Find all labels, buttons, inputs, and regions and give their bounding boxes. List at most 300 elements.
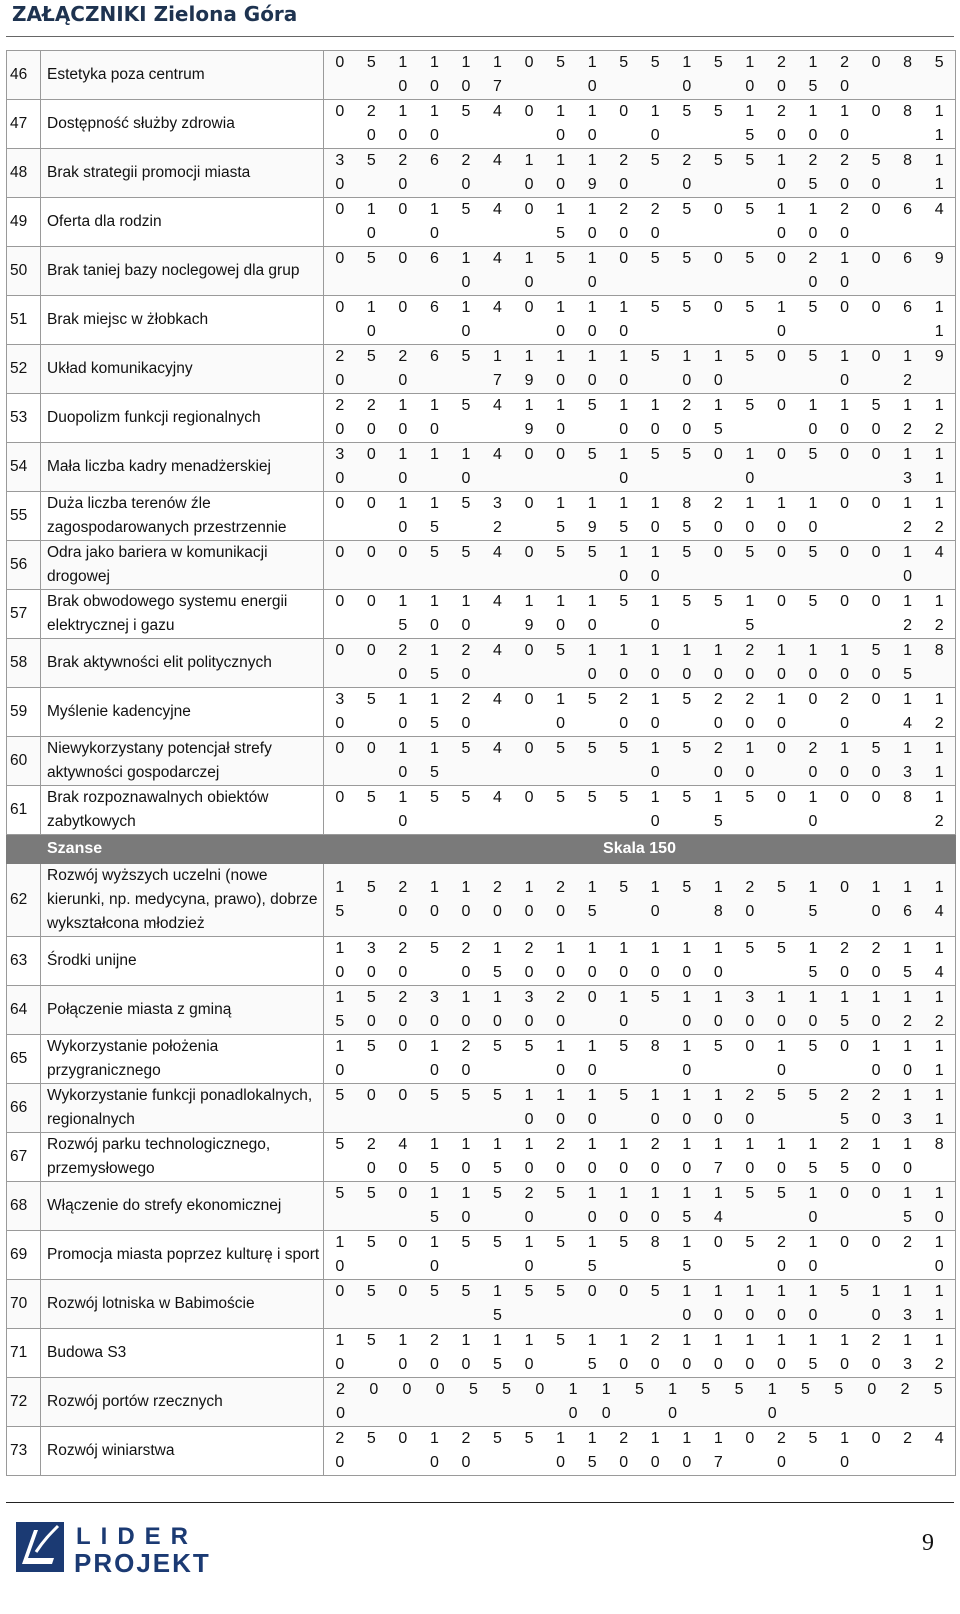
row-values [324,100,956,149]
score-cell: 6 [903,299,913,316]
score-cell: 1 0 [668,1381,678,1422]
score-cell: 0 [335,201,345,218]
section-row-group [7,835,956,864]
score-cell: 1 5 [587,879,597,920]
row-values [324,1231,956,1280]
row-label: Brak taniej bazy noclegowej dla grup [41,247,324,296]
score-cell: 1 0 [556,299,566,340]
score-cell: 1 0 [650,495,660,536]
score-cell: 1 5 [808,940,818,981]
score-cell: 2 0 [776,54,786,95]
score-cell: 0 [398,1283,408,1300]
score-cell: 1 0 [871,1038,881,1079]
score-cell: 1 5 [808,879,818,920]
score-cell: 5 [366,348,376,365]
table-row [7,786,956,835]
table-row [7,296,956,345]
score-cell: 1 1 [934,1283,944,1324]
score-cell: 2 0 [745,879,755,920]
score-cell: 1 5 [335,989,345,1030]
score-cell: 1 2 [934,397,944,438]
row-label: Układ komunikacyjny [41,345,324,394]
score-cell: 1 0 [556,1087,566,1128]
score-cell: 5 [776,940,786,957]
score-cell: 1 0 [745,1332,755,1373]
score-cell: 2 0 [619,691,629,732]
score-cell: 4 [493,152,502,169]
score-cell: 5 [619,1087,629,1104]
score-cell: 5 [461,397,471,414]
score-cell: 3 0 [745,989,755,1030]
score-cell: 1 0 [556,103,566,144]
score-cell: 2 [903,1430,913,1447]
score-cell: 1 0 [429,1038,439,1079]
score-cell: 1 0 [745,1136,755,1177]
score-cell: 1 0 [650,642,660,683]
score-cell: 1 7 [713,1136,723,1177]
score-cell: 2 0 [398,348,408,389]
score-cell: 1 0 [808,1283,818,1324]
score-cell: 1 8 [713,879,723,920]
score-cell: 5 [682,740,692,757]
score-cell: 4 [493,397,502,414]
score-cell: 1 3 [903,1283,913,1324]
score-cell: 0 [335,642,345,659]
score-cell: 4 [493,103,502,120]
score-cell: 5 [713,1038,723,1055]
score-cell: 0 [871,1185,881,1202]
score-cell: 5 [366,1038,376,1055]
score-cell: 0 [524,740,534,757]
score-cell: 2 0 [619,1430,629,1471]
score-cell: 0 [871,54,881,71]
score-cell: 5 [682,544,692,561]
score-cell: 5 [461,1234,471,1251]
score-cell: 1 3 [903,1332,913,1373]
score-cell: 1 5 [429,740,439,781]
score-cell: 8 [903,789,913,806]
score-cell: 1 0 [903,1136,913,1177]
score-cell: 1 0 [650,1430,660,1471]
row-number: 68 [7,1182,41,1231]
score-cell: 5 [800,1381,810,1398]
score-cell: 1 0 [808,1185,818,1226]
score-cell: 1 7 [493,348,502,389]
score-cell: 1 5 [713,789,723,830]
score-cell: 1 0 [776,642,786,683]
table-row [7,1378,956,1427]
score-cell: 1 9 [524,397,534,438]
score-cell: 6 [429,250,439,267]
score-cell: 5 [619,1234,629,1251]
row-label: Rozwój parku technologicznego, przemysłowego [41,1133,324,1182]
score-cell: 1 0 [461,989,471,1030]
row-label: Środki unijne [41,937,324,986]
score-cell: 1 0 [398,1332,408,1373]
row-number: 58 [7,639,41,688]
score-cell: 1 0 [429,54,439,95]
table-row [7,541,956,590]
score-cell: 1 5 [429,495,439,536]
score-cell: 8 [934,642,944,659]
score-cell: 0 [435,1381,445,1398]
score-cell: 1 0 [335,1038,345,1079]
score-cell: 0 [745,1430,755,1447]
score-cell: 4 [493,446,502,463]
table-row [7,937,956,986]
score-cell: 5 [713,54,723,71]
score-cell: 5 [745,348,755,365]
score-cell: 5 [734,1381,744,1398]
score-cell: 1 5 [808,1136,818,1177]
score-cell: 4 [493,789,502,806]
score-cell: 0 [335,54,345,71]
score-cell: 1 0 [461,299,471,340]
score-cell: 0 [840,879,849,896]
score-cell: 1 0 [840,1332,849,1373]
score-cell: 4 [493,250,502,267]
score-cell: 1 0 [840,103,849,144]
score-cell: 1 0 [650,103,660,144]
score-cell: 2 0 [335,1430,345,1471]
score-cell: 9 [934,348,944,365]
score-cell: 5 [682,103,692,120]
score-cell: 5 [713,103,723,120]
row-number: 47 [7,100,41,149]
score-cell: 1 0 [745,446,755,487]
score-cell: 2 0 [556,1136,566,1177]
score-cell: 6 [903,250,913,267]
score-cell: 1 0 [524,250,534,291]
score-cell: 5 [429,1087,439,1104]
score-cell: 5 [713,593,723,610]
score-cell: 0 [840,1234,849,1251]
row-values [324,639,956,688]
score-cell: 1 0 [745,495,755,536]
score-cell: 0 [776,593,786,610]
score-cell: 2 0 [398,940,408,981]
score-cell: 1 0 [776,1332,786,1373]
row-label: Budowa S3 [41,1329,324,1378]
score-cell: 5 [933,1381,943,1398]
score-cell: 1 5 [556,201,566,242]
row-number: 51 [7,296,41,345]
score-cell: 0 [524,544,534,561]
score-cell: 0 [369,1381,379,1398]
score-cell: 3 0 [335,152,345,193]
table-row [7,1133,956,1182]
score-cell: 1 0 [682,1087,692,1128]
score-cell: 1 0 [524,1332,534,1373]
score-cell: 1 0 [619,446,629,487]
score-cell: 2 0 [713,691,723,732]
row-label: Włączenie do strefy ekonomicznej [41,1182,324,1231]
row-number: 52 [7,345,41,394]
score-cell: 1 0 [619,1185,629,1226]
score-cell: 1 5 [587,1332,597,1373]
score-cell: 0 [840,593,849,610]
score-cell: 1 5 [429,691,439,732]
score-cell: 1 0 [776,691,786,732]
score-cell: 1 5 [840,989,849,1030]
score-cell: 0 [524,446,534,463]
table-row [7,247,956,296]
score-cell: 1 0 [903,1038,913,1079]
score-cell: 0 [713,1234,723,1251]
scores-table [6,50,956,1476]
score-cell: 0 [776,740,786,757]
row-values [324,786,956,835]
score-cell: 5 [587,544,597,561]
score-cell: 1 5 [429,1185,439,1226]
row-label: Rozwój lotniska w Babimoście [41,1280,324,1329]
score-cell: 2 5 [808,152,818,193]
score-cell: 1 0 [776,1136,786,1177]
score-cell: 5 [468,1381,478,1398]
score-cell: 1 0 [587,54,597,95]
score-cell: 0 [398,1087,408,1104]
row-values [324,1133,956,1182]
score-cell: 0 [776,789,786,806]
score-cell: 1 0 [713,1087,723,1128]
row-label: Brak miejsc w żłobkach [41,296,324,345]
row-label: Wykorzystanie funkcji ponadlokalnych, regionalnych [41,1084,324,1133]
row-label: Brak obwodowego systemu energii elektrycznej i gazu [41,590,324,639]
score-cell: 1 0 [650,593,660,634]
score-cell: 1 0 [587,299,597,340]
row-number: 66 [7,1084,41,1133]
score-cell: 5 [808,348,818,365]
score-cell: 5 [745,544,755,561]
score-cell: 1 0 [619,397,629,438]
score-cell: 0 [524,299,534,316]
score-cell: 1 0 [556,1038,566,1079]
score-cell: 2 0 [493,879,502,920]
score-cell: 1 0 [650,691,660,732]
score-cell: 1 0 [682,1136,692,1177]
score-cell: 0 [524,642,534,659]
score-cell: 5 [366,789,376,806]
score-cell: 5 [493,1038,502,1055]
score-cell: 1 0 [713,1332,723,1373]
score-cell: 8 [650,1038,660,1055]
score-cell: 4 [493,201,502,218]
score-cell: 5 [776,1185,786,1202]
score-cell: 1 0 [682,54,692,95]
row-label: Estetyka poza centrum [41,51,324,100]
row-values [324,1427,956,1476]
score-cell: 0 [535,1381,545,1398]
score-cell: 5 [366,54,376,71]
score-cell: 1 5 [493,1136,502,1177]
score-cell: 1 0 [776,1283,786,1324]
score-cell: 0 [619,1283,629,1300]
score-cell: 1 0 [461,54,471,95]
score-cell: 0 [398,1185,408,1202]
score-cell: 6 [429,348,439,365]
score-cell: 5 [745,299,755,316]
score-cell: 0 [335,789,345,806]
score-cell: 0 [840,299,849,316]
table-body-opportunities [7,864,956,1476]
score-cell: 0 [587,1283,597,1300]
score-cell: 5 [650,1283,660,1300]
score-cell: 0 [335,740,345,757]
score-cell: 1 0 [903,544,913,585]
score-cell: 5 [619,1038,629,1055]
score-cell: 2 0 [398,879,408,920]
score-cell: 0 [366,495,376,512]
score-cell: 0 [366,740,376,757]
score-cell: 2 0 [713,740,723,781]
score-cell: 2 [903,1234,913,1251]
score-cell: 2 0 [366,1136,376,1177]
score-cell: 1 0 [398,691,408,732]
score-cell: 0 [713,446,723,463]
score-cell: 2 0 [745,691,755,732]
score-cell: 1 0 [713,989,723,1030]
score-cell: 1 0 [745,1283,755,1324]
score-cell: 5 [587,789,597,806]
score-cell: 5 [650,54,660,71]
score-cell: 2 0 [619,201,629,242]
score-cell: 5 [461,103,471,120]
score-cell: 5 [366,250,376,267]
score-cell: 0 [398,1430,408,1447]
score-cell: 1 0 [335,1332,345,1373]
score-cell: 3 0 [335,691,345,732]
section-label: Szanse [41,835,324,864]
header-divider [6,36,954,37]
score-cell: 1 0 [745,54,755,95]
score-cell: 5 [650,299,660,316]
score-cell: 1 0 [650,397,660,438]
score-cell: 0 [840,544,849,561]
score-cell: 1 0 [713,348,723,389]
score-cell: 1 0 [808,397,818,438]
table-row [7,345,956,394]
score-cell: 0 [524,54,534,71]
score-cell: 0 [776,348,786,365]
score-cell: 1 0 [587,1136,597,1177]
score-cell: 1 5 [808,54,818,95]
score-cell: 5 0 [871,152,881,193]
score-cell: 1 0 [601,1381,611,1422]
score-cell: 1 0 [713,1283,723,1324]
score-cell: 1 0 [461,446,471,487]
score-cell: 5 [587,740,597,757]
section-scale: Skala 150 [324,835,956,864]
score-cell: 2 0 [461,940,471,981]
score-cell: 0 [398,250,408,267]
score-cell: 2 0 [429,1332,439,1373]
score-cell: 1 0 [429,1234,439,1275]
row-values [324,1378,956,1427]
score-cell: 0 [871,1430,881,1447]
row-values [324,492,956,541]
score-cell: 1 0 [568,1381,578,1422]
row-number: 71 [7,1329,41,1378]
score-cell: 5 [840,1283,849,1300]
table-row [7,1182,956,1231]
score-cell: 1 0 [682,940,692,981]
score-cell: 1 0 [398,103,408,144]
row-values [324,864,956,937]
score-cell: 2 0 [461,642,471,683]
score-cell: 2 0 [776,103,786,144]
score-cell: 1 0 [398,740,408,781]
score-cell: 1 0 [619,1136,629,1177]
row-number: 46 [7,51,41,100]
score-cell: 0 [366,593,376,610]
row-number: 61 [7,786,41,835]
score-cell: 9 [934,250,944,267]
table-row [7,1231,956,1280]
score-cell: 0 [840,1038,849,1055]
score-cell: 0 [587,989,597,1006]
score-cell: 1 0 [619,940,629,981]
score-cell: 0 [619,250,629,267]
score-cell: 0 [871,691,881,708]
score-cell: 1 0 [619,299,629,340]
table-row [7,639,956,688]
score-cell: 1 0 [524,879,534,920]
score-cell: 1 2 [934,593,944,634]
row-number: 49 [7,198,41,247]
row-values [324,149,956,198]
score-cell: 1 0 [776,495,786,536]
table-row [7,688,956,737]
table-row [7,986,956,1035]
score-cell: 5 0 [871,642,881,683]
row-label: Rozwój portów rzecznych [41,1378,324,1427]
score-cell: 5 [619,879,629,896]
score-cell: 5 [461,544,471,561]
score-cell: 2 0 [840,152,849,193]
score-cell: 1 0 [840,740,849,781]
row-label: Duopolizm funkcji regionalnych [41,394,324,443]
score-cell: 5 [682,691,692,708]
score-cell: 1 1 [934,1038,944,1079]
score-cell: 1 4 [713,1185,723,1226]
score-cell: 1 0 [776,989,786,1030]
score-cell: 5 [335,1185,345,1202]
score-cell: 1 0 [682,1038,692,1079]
score-cell: 2 0 [713,495,723,536]
score-cell: 5 [493,1234,502,1251]
score-cell: 1 1 [934,299,944,340]
score-cell: 2 0 [840,201,849,242]
table-row [7,394,956,443]
row-number: 67 [7,1133,41,1182]
score-cell: 1 2 [934,989,944,1030]
score-cell: 5 [745,940,755,957]
table-row [7,443,956,492]
score-cell: 0 [335,250,345,267]
score-cell: 5 [461,348,471,365]
score-cell: 1 5 [713,397,723,438]
score-cell: 1 0 [619,989,629,1030]
score-cell: 2 0 [366,397,376,438]
row-values [324,541,956,590]
score-cell: 1 0 [776,201,786,242]
score-cell: 1 0 [808,789,818,830]
score-cell: 0 [840,495,849,512]
score-cell: 4 [493,593,502,610]
score-cell: 2 0 [776,1430,786,1471]
score-cell: 1 0 [398,495,408,536]
score-cell: 5 [745,152,755,169]
